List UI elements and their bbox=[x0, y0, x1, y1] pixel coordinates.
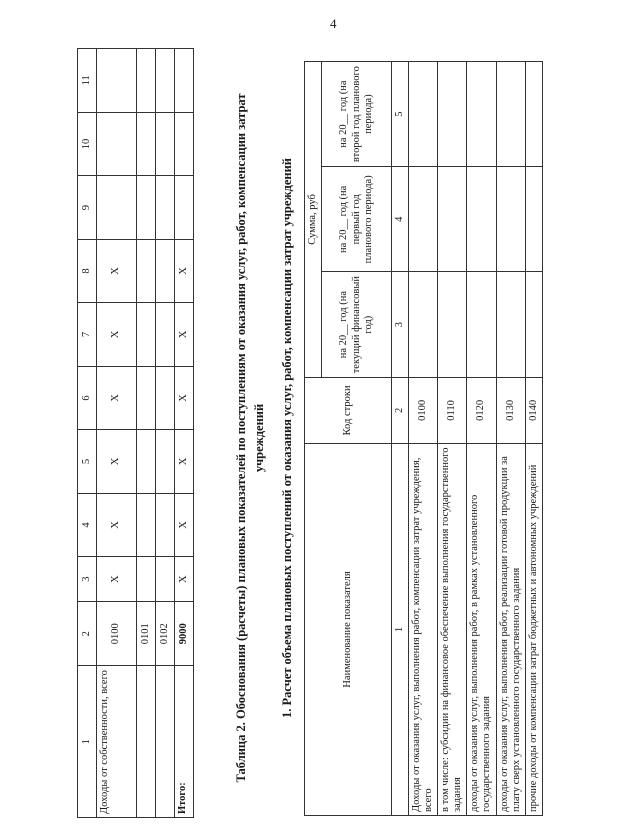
col-year3-header: на 20__ год (на второй год планового периода) bbox=[322, 62, 392, 167]
col-name-header: Наименование показателя bbox=[305, 443, 392, 815]
col-number: 2 bbox=[392, 377, 409, 443]
col-number: 4 bbox=[392, 167, 409, 272]
cell: X bbox=[175, 239, 194, 303]
cell bbox=[97, 176, 137, 239]
table-row bbox=[438, 62, 467, 816]
table-row-total bbox=[175, 49, 194, 818]
income-table-fragment bbox=[77, 48, 194, 818]
row-name bbox=[137, 666, 156, 818]
row-name: прочие доходы от компенсации затрат бюджетных и автономных учреждений bbox=[525, 443, 542, 815]
cell: X bbox=[175, 430, 194, 494]
row-name: доходы от оказания услуг, выполнения работ, реализации готовой продукции за плату сверх установленного государственного задания bbox=[496, 443, 525, 815]
cell: X bbox=[97, 430, 137, 494]
cell: X bbox=[97, 557, 137, 602]
header-cell: 3 bbox=[78, 557, 97, 602]
cell: X bbox=[97, 239, 137, 303]
cell: X bbox=[175, 493, 194, 557]
row-name: Доходы от собственности, всего bbox=[97, 666, 137, 818]
planned-income-table bbox=[304, 61, 543, 816]
table-row bbox=[525, 62, 542, 816]
col-year1-header: на 20__ год (на текущий финансовый год) bbox=[322, 272, 392, 378]
col-number: 1 bbox=[392, 443, 409, 815]
table-row bbox=[496, 62, 525, 816]
header-cell: 8 bbox=[78, 239, 97, 303]
cell: X bbox=[97, 366, 137, 430]
col-code-header: Код строки bbox=[305, 377, 392, 443]
col-year2-header: на 20__ год (на первый год планового периода) bbox=[322, 167, 392, 272]
col-sum-header: Сумма, руб bbox=[305, 62, 322, 378]
cell bbox=[97, 49, 137, 113]
header-cell: 9 bbox=[78, 176, 97, 239]
row-code: 0102 bbox=[156, 602, 175, 666]
row-name bbox=[156, 666, 175, 818]
cell bbox=[97, 112, 137, 176]
header-cell: 10 bbox=[78, 112, 97, 176]
table-row bbox=[409, 62, 438, 816]
col-number: 5 bbox=[392, 62, 409, 167]
row-code: 0110 bbox=[438, 377, 467, 443]
table-header-row bbox=[78, 49, 97, 818]
row-code: 0101 bbox=[137, 602, 156, 666]
cell: X bbox=[97, 493, 137, 557]
cell: X bbox=[175, 303, 194, 367]
cell bbox=[175, 49, 194, 113]
header-cell: 6 bbox=[78, 366, 97, 430]
rotated-page-content bbox=[12, 18, 632, 818]
cell: X bbox=[175, 557, 194, 602]
table-row bbox=[156, 49, 175, 818]
row-code: 0120 bbox=[467, 377, 496, 443]
header-cell: 7 bbox=[78, 303, 97, 367]
row-code: 9000 bbox=[175, 602, 194, 666]
header-cell: 1 bbox=[78, 666, 97, 818]
header-cell: 2 bbox=[78, 602, 97, 666]
table-row bbox=[467, 62, 496, 816]
header-cell: 5 bbox=[78, 430, 97, 494]
table-header-row bbox=[305, 62, 322, 816]
section1-title: 1. Расчет объема плановых поступлений от оказания услуг, работ, компенсации затрат учреждений bbox=[280, 158, 294, 718]
cell bbox=[175, 176, 194, 239]
row-name: Итого: bbox=[175, 666, 194, 818]
header-cell: 11 bbox=[78, 49, 97, 113]
row-code: 0130 bbox=[496, 377, 525, 443]
page-number: 4 bbox=[330, 16, 337, 31]
row-code: 0140 bbox=[525, 377, 542, 443]
cell: X bbox=[175, 366, 194, 430]
cell: X bbox=[97, 303, 137, 367]
col-number: 3 bbox=[392, 272, 409, 378]
table2-title: Таблица 2. Обоснования (расчеты) плановых показателей по поступлениям от оказания услуг, работ, компенсации затрат учреждений bbox=[234, 93, 267, 783]
table-row bbox=[137, 49, 156, 818]
row-code: 0100 bbox=[409, 377, 438, 443]
row-name: Доходы от оказания услуг, выполнения работ, компенсации затрат учреждения, всего bbox=[409, 443, 438, 815]
table-row bbox=[97, 49, 137, 818]
column-number-row bbox=[392, 62, 409, 816]
row-name: в том числе: субсидии на финансовое обеспечение выполнения государственного задания bbox=[438, 443, 467, 815]
cell bbox=[175, 112, 194, 176]
row-code: 0100 bbox=[97, 602, 137, 666]
row-name: доходы от оказания услуг, выполнения работ, в рамках установленного государственного задания bbox=[467, 443, 496, 815]
header-cell: 4 bbox=[78, 493, 97, 557]
